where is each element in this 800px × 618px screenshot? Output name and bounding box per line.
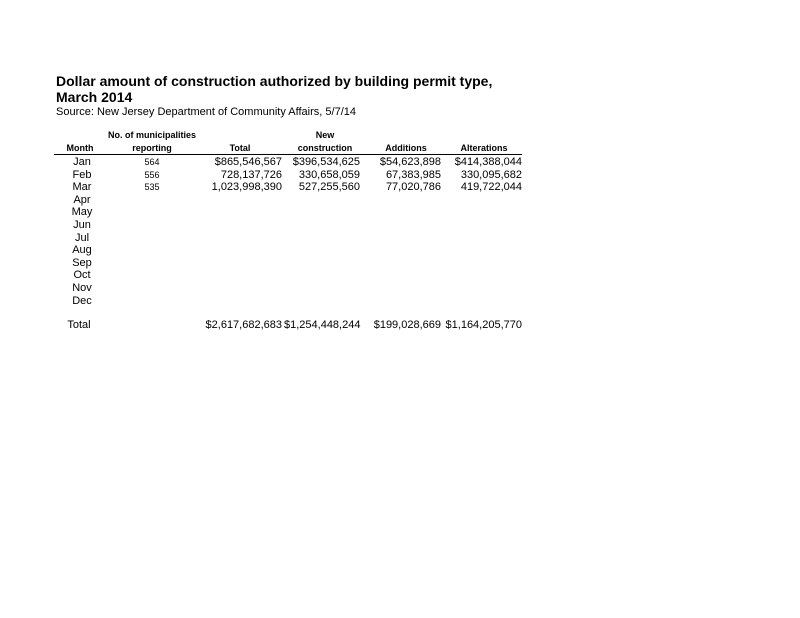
table-row	[0, 269, 800, 281]
header-alterations: Alterations	[460, 143, 508, 153]
cell-month: Feb	[72, 168, 92, 181]
header-municipalities-bottom: reporting	[132, 143, 172, 153]
cell-new-construction: $396,534,625	[292, 156, 360, 168]
header-new-bottom: construction	[297, 143, 353, 153]
cell-additions: $54,623,898	[379, 156, 441, 168]
cell-total: 728,137,726	[220, 168, 282, 181]
totals-additions: $199,028,669	[373, 319, 441, 331]
table-row	[0, 232, 800, 244]
table-row	[0, 194, 800, 206]
totals-alterations: $1,164,205,770	[445, 319, 522, 331]
cell-new-construction: 330,658,059	[298, 168, 360, 181]
table-row	[0, 219, 800, 231]
header-new-top: New	[315, 130, 335, 140]
cell-month: Jan	[73, 156, 91, 168]
table-row	[0, 169, 800, 181]
table-row	[0, 181, 800, 193]
table-row	[0, 295, 800, 307]
cell-month: Sep	[72, 256, 92, 269]
cell-additions: 67,383,985	[385, 168, 441, 181]
title-line-1: Dollar amount of construction authorized by building permit type,	[56, 73, 493, 89]
cell-month: May	[71, 206, 93, 219]
cell-new-construction: 527,255,560	[298, 181, 360, 194]
cell-total: 1,023,998,390	[211, 181, 282, 194]
table-row	[0, 244, 800, 256]
header-month: Month	[66, 143, 94, 153]
header-municipalities-top: No. of municipalities	[108, 130, 197, 140]
cell-municipalities: 556	[144, 169, 160, 180]
cell-month: Jun	[73, 219, 91, 231]
cell-month: Oct	[73, 269, 91, 282]
header-additions: Additions	[385, 143, 427, 153]
cell-month: Jul	[74, 231, 90, 244]
cell-month: Aug	[72, 244, 92, 257]
header-total: Total	[229, 143, 251, 153]
cell-additions: 77,020,786	[385, 181, 441, 194]
cell-municipalities: 535	[144, 182, 160, 193]
table-row	[0, 156, 800, 168]
title-line-2: March 2014	[56, 89, 133, 105]
source-note: Source: New Jersey Department of Community Affairs, 5/7/14	[56, 106, 356, 118]
table-row	[0, 206, 800, 218]
table-row	[0, 257, 800, 269]
cell-month: Dec	[72, 294, 92, 307]
cell-alterations: 330,095,682	[460, 168, 522, 181]
cell-total: $865,546,567	[214, 156, 282, 168]
cell-month: Apr	[73, 193, 91, 206]
totals-row	[0, 319, 800, 331]
cell-municipalities: 564	[144, 157, 160, 167]
totals-label: Total	[67, 319, 91, 331]
cell-alterations: 419,722,044	[460, 181, 522, 194]
cell-month: Mar	[72, 181, 92, 194]
cell-alterations: $414,388,044	[454, 156, 522, 168]
header-rule	[54, 154, 522, 155]
cell-month: Nov	[72, 282, 92, 294]
totals-new-construction: $1,254,448,244	[284, 319, 361, 331]
table-row	[0, 282, 800, 294]
totals-total: $2,617,682,683	[205, 319, 282, 331]
